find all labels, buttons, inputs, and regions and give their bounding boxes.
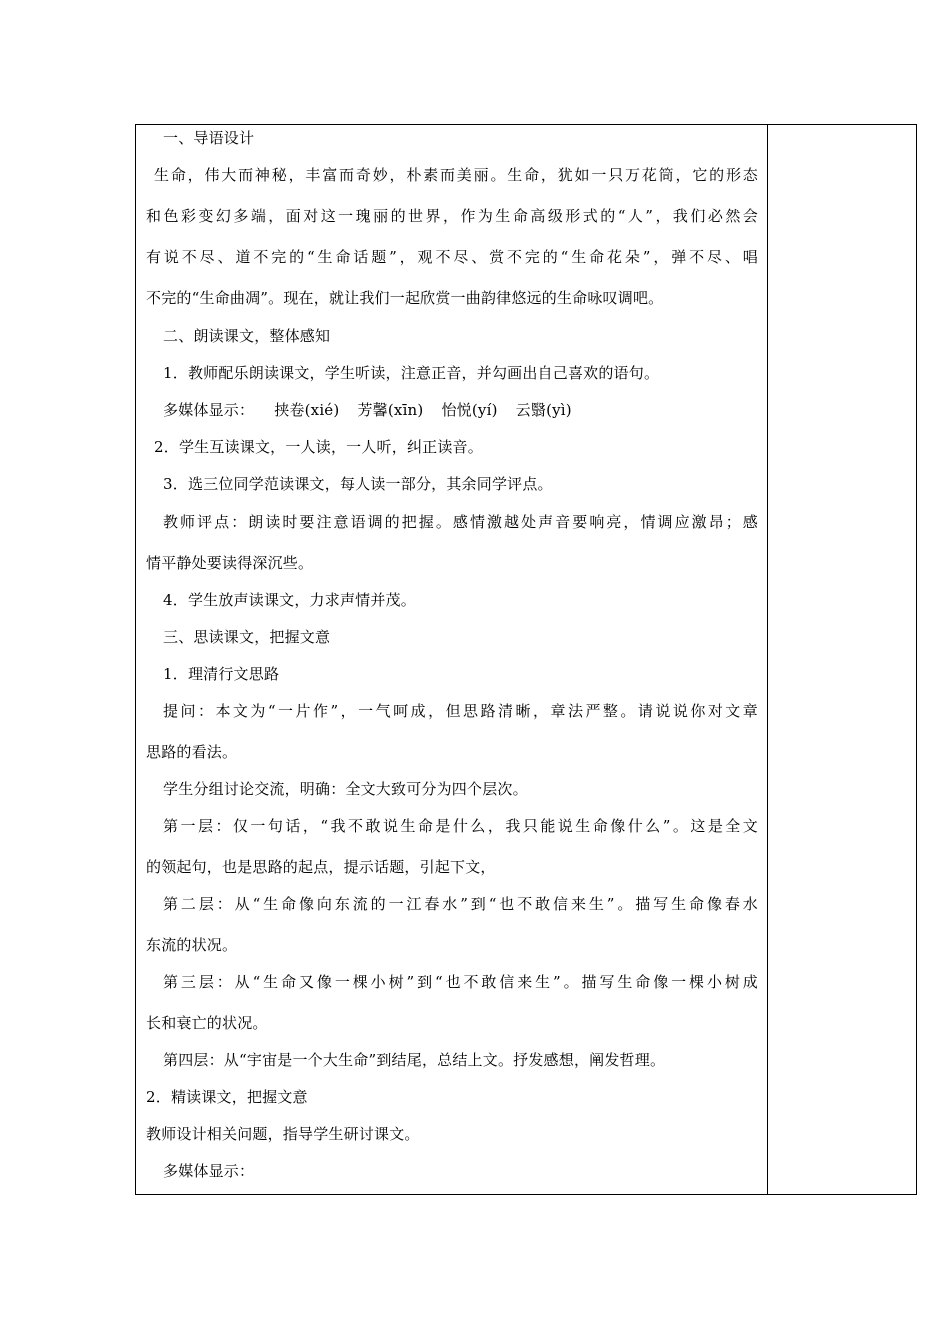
column-divider (767, 125, 768, 1194)
text-line: 1．理清行文思路 (163, 665, 280, 683)
text-line: 第一层：仅一句话，“我不敢说生命是什么，我只能说生命像什么”。这是全文 (163, 817, 758, 835)
lesson-content (146, 125, 758, 1194)
media-line (146, 400, 572, 420)
text-line: 长和衰亡的状况。 (146, 1014, 268, 1032)
text-line: 第四层：从“宇宙是一个大生命”到结尾，总结上文。抒发感想，阐发哲理。 (163, 1051, 666, 1069)
text-line: 的领起句，也是思路的起点，提示话题，引起下文， (146, 858, 496, 876)
text-line: 多媒体显示： (163, 1162, 255, 1180)
lesson-table (135, 124, 917, 1195)
text-line: 4．学生放声读课文，力求声情并茂。 (163, 591, 416, 609)
text-line: 3．选三位同学范读课文，每人读一部分，其余同学评点。 (163, 475, 553, 493)
text-line: 2．精读课文，把握文意 (146, 1088, 308, 1106)
text-line: 思路的看法。 (146, 743, 238, 761)
text-line: 学生分组讨论交流，明确：全文大致可分为四个层次。 (163, 780, 528, 798)
text-line: 生命，伟大而神秘，丰富而奇妙，朴素而美丽。生命，犹如一只万花筒，它的形态 (154, 166, 758, 184)
pinyin-word: 怡悦(yí) (441, 401, 498, 419)
text-line: 和色彩变幻多端，面对这一瑰丽的世界，作为生命高级形式的“人”，我们必然会 (146, 207, 758, 225)
text-line: 有说不尽、道不完的“生命话题”，观不尽、赏不完的“生命花朵”，弹不尽、唱 (146, 248, 758, 266)
section-heading-reading: 二、朗读课文，整体感知 (163, 327, 331, 345)
pinyin-word: 挟卷(xié) (274, 401, 340, 419)
text-line: 提问：本文为“一片作”，一气呵成，但思路清晰，章法严整。请说说你对文章 (163, 702, 758, 720)
section-heading-analysis: 三、思读课文，把握文意 (163, 628, 331, 646)
text-line: 东流的状况。 (146, 936, 238, 954)
text-line: 教师评点：朗读时要注意语调的把握。感情激越处声音要响亮，情调应激昂；感 (163, 513, 758, 531)
text-line: 第三层：从“生命又像一棵小树”到“也不敢信来生”。描写生命像一棵小树成 (163, 973, 758, 991)
text-line: 2．学生互读课文，一人读，一人听，纠正读音。 (154, 438, 483, 456)
pinyin-word: 云翳(yì) (515, 401, 572, 419)
text-line: 教师设计相关问题，指导学生研讨课文。 (146, 1125, 420, 1143)
text-line: 第二层：从“生命像向东流的一江春水”到“也不敢信来生”。描写生命像春水 (163, 895, 758, 913)
text-line: 不完的“生命曲凋”。现在，就让我们一起欣赏一曲韵律悠远的生命咏叹调吧。 (146, 289, 664, 307)
pinyin-word: 芳馨(xīn) (357, 401, 424, 419)
text-line: 情平静处要读得深沉些。 (146, 554, 314, 572)
text-line: 1．教师配乐朗读课文，学生听读，注意正音，并勾画出自己喜欢的语句。 (163, 364, 660, 382)
media-label: 多媒体显示： (163, 401, 255, 419)
section-heading-intro: 一、导语设计 (163, 129, 255, 147)
